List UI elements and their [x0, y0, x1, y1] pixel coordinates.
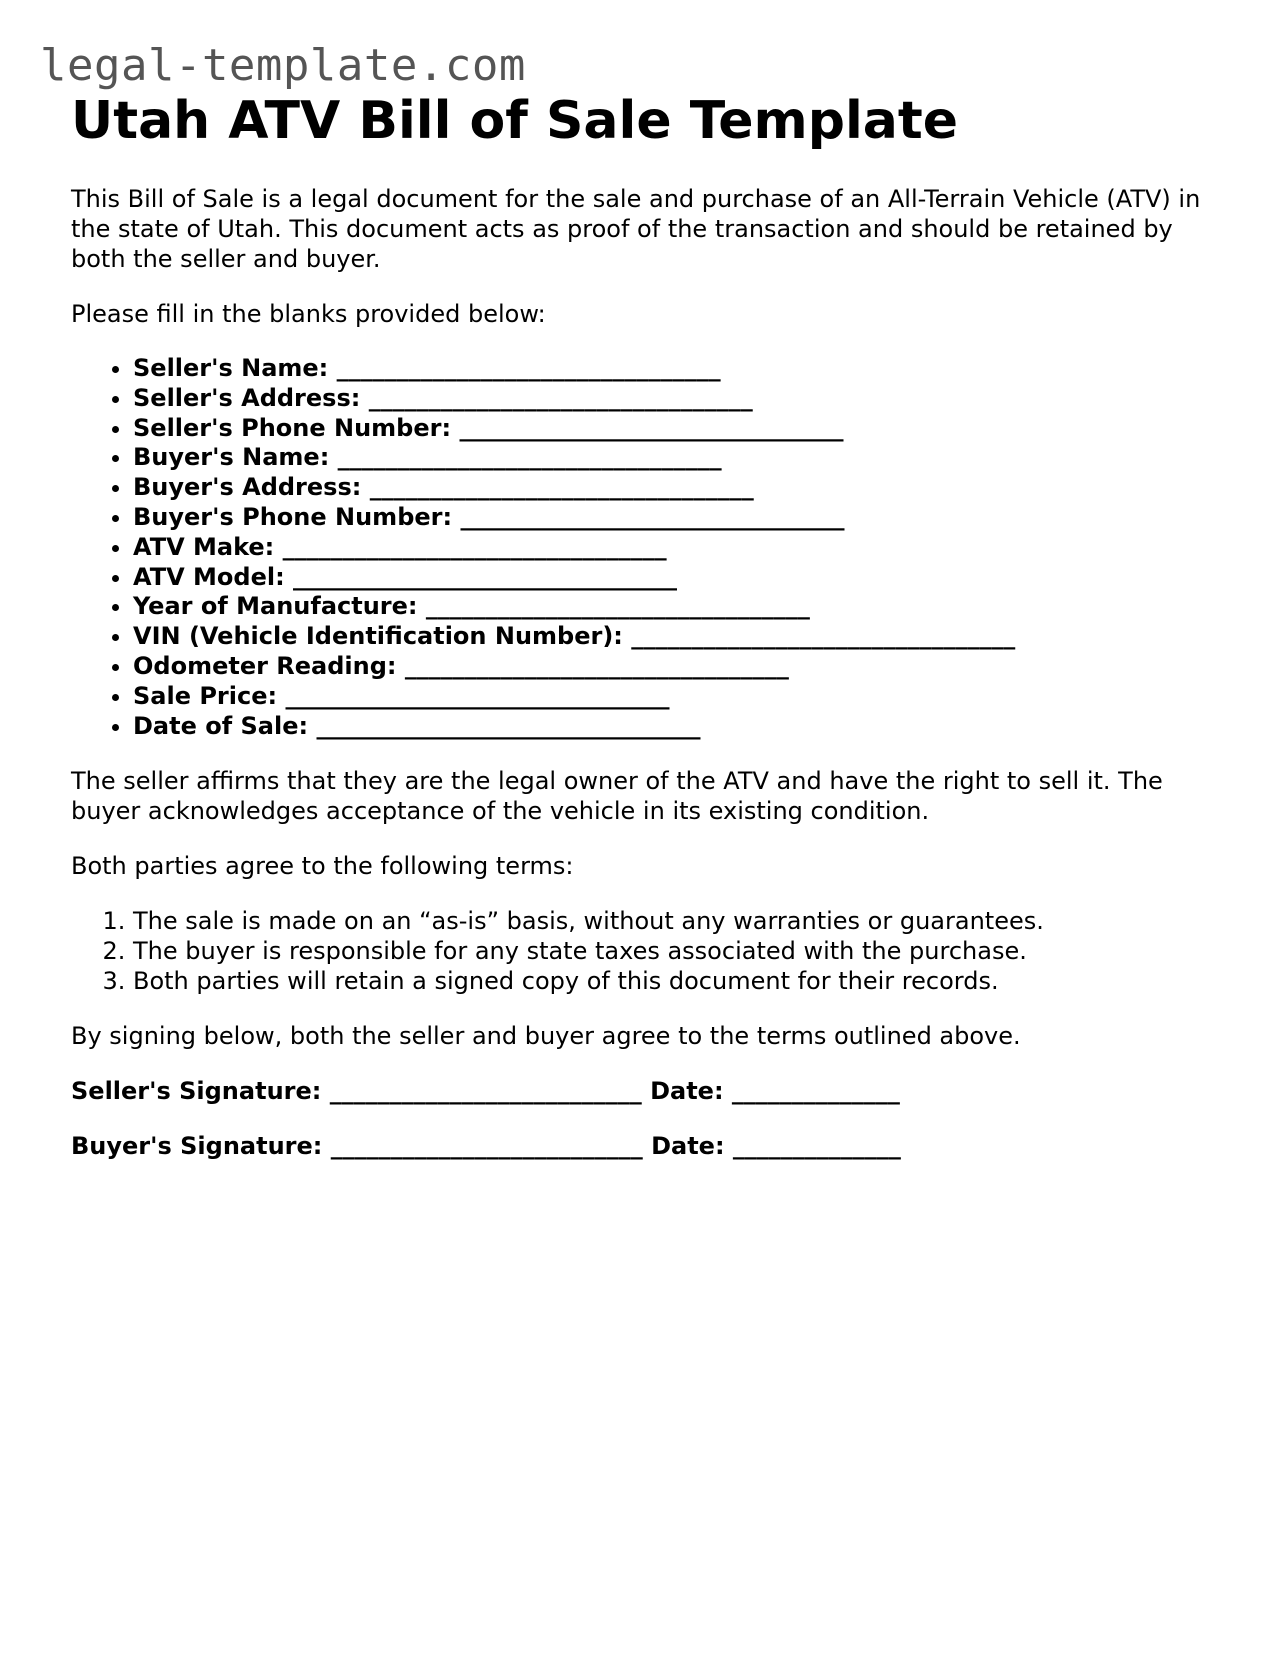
field-date-of-sale[interactable] — [133, 712, 1221, 742]
field-buyer-address[interactable] — [133, 473, 1221, 503]
field-seller-address[interactable] — [133, 384, 1221, 414]
seller-signature-line — [71, 1076, 1221, 1106]
field-label: Buyer's Address: — [133, 473, 362, 502]
field-atv-model[interactable] — [133, 563, 1221, 593]
field-blank[interactable]: ________________________________ — [425, 592, 810, 621]
signature-blank[interactable]: __________________________ — [330, 1132, 643, 1161]
field-blank[interactable]: ________________________________ — [282, 532, 667, 561]
field-odometer[interactable] — [133, 652, 1221, 682]
date-blank[interactable]: ______________ — [731, 1077, 900, 1106]
field-label: Date of Sale: — [133, 711, 309, 740]
field-seller-name[interactable] — [133, 354, 1221, 384]
date-blank[interactable]: ______________ — [732, 1132, 901, 1161]
watermark: legal-template.com — [40, 40, 526, 91]
term-item: 1. The sale is made on an “as-is” basis, without any warranties or guarantees. — [133, 906, 1221, 936]
signature-blank[interactable]: __________________________ — [329, 1077, 642, 1106]
field-blank[interactable]: ________________________________ — [368, 383, 753, 412]
document-page — [71, 88, 1221, 1161]
affirmation-paragraph: The seller affirms that they are the legal owner of the ATV and have the right to sell it. The buyer acknowledges acceptance of the vehicle in its existing condition. — [71, 767, 1163, 826]
signature-label: Buyer's Signature: — [71, 1132, 323, 1161]
terms-intro: Both parties agree to the following terms: — [71, 852, 574, 881]
field-blank[interactable]: ________________________________ — [293, 562, 678, 591]
field-label: Seller's Name: — [133, 354, 329, 382]
term-item: 3. Both parties will retain a signed copy of this document for their records. — [133, 966, 1221, 996]
field-blank[interactable]: ________________________________ — [337, 443, 722, 472]
terms-list — [71, 906, 1221, 996]
field-label: VIN (Vehicle Identification Number): — [133, 622, 623, 651]
field-atv-make[interactable] — [133, 533, 1221, 563]
field-label: Sale Price: — [133, 681, 278, 710]
page-title: Utah ATV Bill of Sale Template — [71, 91, 958, 151]
field-label: Year of Manufacture: — [133, 592, 418, 621]
buyer-signature-line — [71, 1131, 1221, 1161]
field-year[interactable] — [133, 592, 1221, 622]
field-label: ATV Make: — [133, 532, 275, 561]
field-blank[interactable]: ________________________________ — [369, 473, 754, 502]
field-blank[interactable]: ________________________________ — [631, 622, 1016, 651]
field-label: Seller's Address: — [133, 383, 361, 412]
field-label: Buyer's Name: — [133, 443, 330, 472]
field-sale-price[interactable] — [133, 682, 1221, 712]
signature-label: Seller's Signature: — [71, 1077, 322, 1106]
field-label: Seller's Phone Number: — [133, 413, 452, 442]
field-label: ATV Model: — [133, 562, 285, 591]
fields-list — [71, 354, 1221, 741]
field-label: Odometer Reading: — [133, 651, 397, 680]
instructions-paragraph: Please fill in the blanks provided below: — [71, 300, 546, 328]
field-blank[interactable]: ________________________________ — [285, 681, 670, 710]
agreement-paragraph: By signing below, both the seller and buyer agree to the terms outlined above. — [71, 1022, 1021, 1051]
intro-paragraph: This Bill of Sale is a legal document for the sale and purchase of an All-Terrain Vehicle (ATV) in the state of Utah. This document acts as proof of the transaction and should be retained by both the seller and buyer. — [71, 185, 1201, 273]
date-label: Date: — [651, 1132, 725, 1161]
field-blank[interactable]: ________________________________ — [404, 651, 789, 680]
field-seller-phone[interactable] — [133, 414, 1221, 444]
field-buyer-name[interactable] — [133, 443, 1221, 473]
field-label: Buyer's Phone Number: — [133, 502, 453, 531]
field-vin[interactable] — [133, 622, 1221, 652]
term-item: 2. The buyer is responsible for any state taxes associated with the purchase. — [133, 936, 1221, 966]
date-label: Date: — [650, 1077, 724, 1106]
field-blank[interactable]: ________________________________ — [459, 413, 844, 442]
field-buyer-phone[interactable] — [133, 503, 1221, 533]
field-blank[interactable]: ________________________________ — [336, 354, 721, 382]
field-blank[interactable]: ________________________________ — [460, 502, 845, 531]
field-blank[interactable]: ________________________________ — [316, 711, 701, 740]
